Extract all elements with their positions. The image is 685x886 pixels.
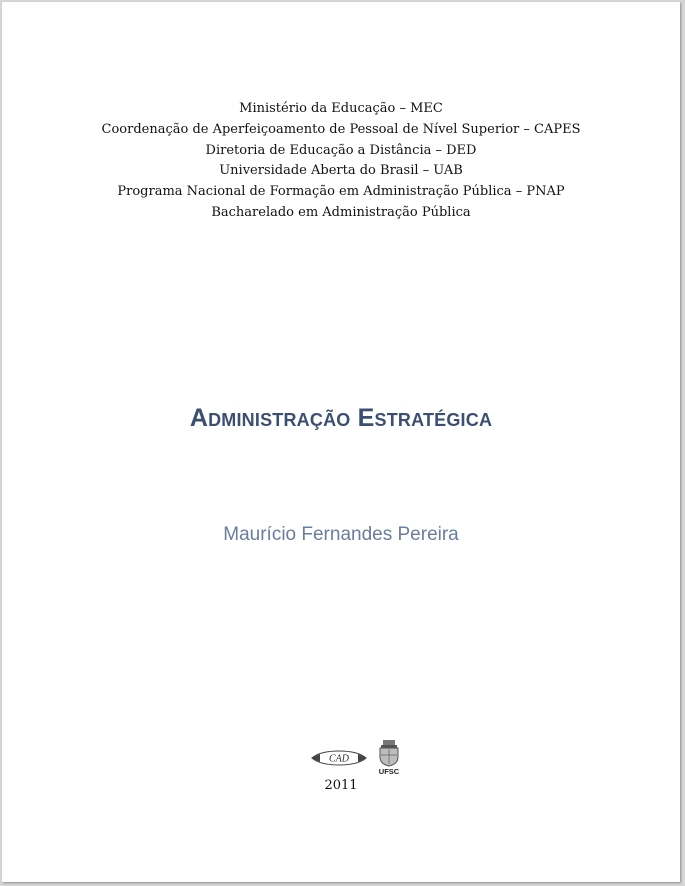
institution-header: [2, 99, 680, 224]
document-page: [2, 2, 680, 882]
ufsc-logo: [375, 739, 403, 775]
cad-logo: [310, 750, 368, 766]
header-line-ded: Diretoria de Educação a Distância – DED: [205, 142, 477, 158]
header-line-capes: Coordenação de Aperfeiçoamento de Pessoal de Nível Superior – CAPES: [101, 121, 581, 137]
logos-row: [305, 739, 405, 777]
header-line-uab: Universidade Aberta do Brasil – UAB: [219, 163, 463, 179]
header-line-ministry: Ministério da Educação – MEC: [239, 101, 443, 116]
cad-logo-text: CAD: [329, 753, 349, 765]
ufsc-logo-text: UFSC: [378, 767, 400, 775]
header-line-course: Bacharelado em Administração Pública: [211, 204, 471, 220]
header-line-pnap: Programa Nacional de Formação em Administração Pública – PNAP: [117, 184, 565, 200]
publication-year: 2011: [324, 778, 358, 793]
document-title: Administração Estratégica: [189, 404, 493, 432]
document-author: Maurício Fernandes Pereira: [223, 524, 459, 545]
